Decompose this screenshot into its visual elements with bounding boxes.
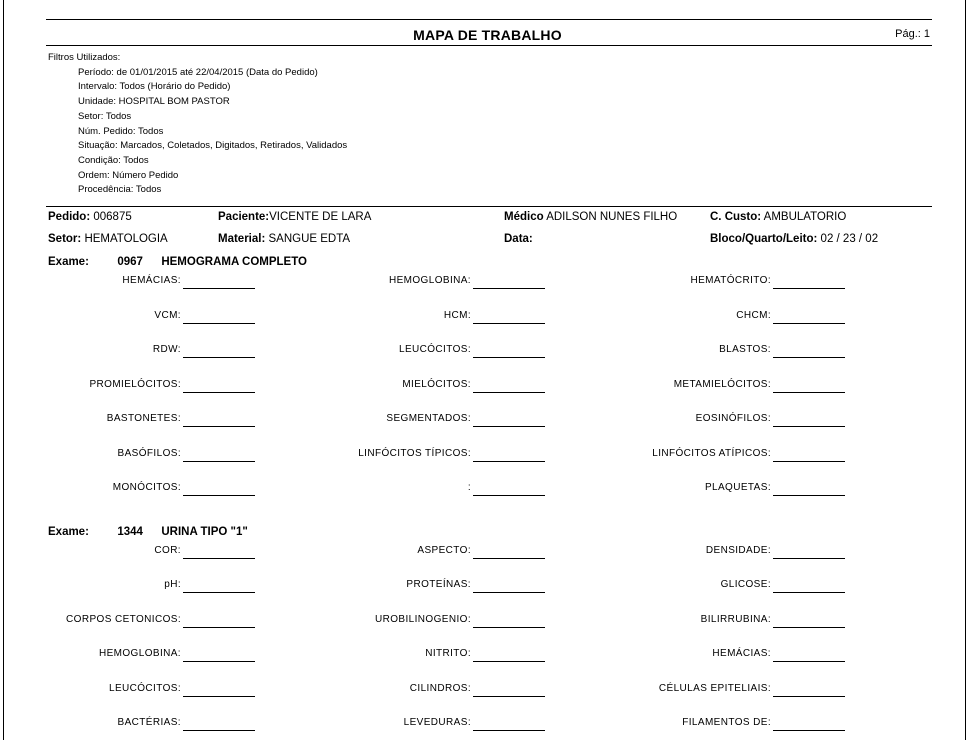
filter-row: Intervalo: Todos (Horário do Pedido) <box>78 81 231 93</box>
result-blank-line[interactable] <box>773 426 845 427</box>
result-blank-line[interactable] <box>773 558 845 559</box>
result-field-label: NITRITO: <box>425 648 471 659</box>
order-medico <box>504 211 677 223</box>
filter-row: Situação: Marcados, Coletados, Digitados, Retirados, Validados <box>78 140 348 152</box>
result-field-label: pH: <box>164 579 181 590</box>
result-field-label: SEGMENTADOS: <box>386 413 471 424</box>
exam-code: 0967 <box>117 256 143 268</box>
result-field-label: HEMÁCIAS: <box>712 648 771 659</box>
result-field-label: RDW: <box>152 344 181 355</box>
result-field-label: PLAQUETAS: <box>704 482 771 493</box>
result-field-label: LINFÓCITOS TÍPICOS: <box>358 448 471 459</box>
result-field-label: BACTÉRIAS: <box>117 717 181 728</box>
paciente-label: Paciente: <box>218 211 270 223</box>
result-field-label: CILINDROS: <box>409 683 471 694</box>
data-label: Data: <box>504 233 533 245</box>
page-right-edge <box>965 0 966 740</box>
order-bloco <box>710 233 878 245</box>
filters-block <box>48 51 347 198</box>
result-field-label: BASTONETES: <box>106 413 181 424</box>
result-field-label: GLICOSE: <box>720 579 771 590</box>
custo-value: AMBULATORIO <box>763 211 847 223</box>
result-field-label: BASÓFILOS: <box>117 448 181 459</box>
paciente-value: VICENTE DE LARA <box>269 211 372 223</box>
filter-row: Ordem: Número Pedido <box>78 169 179 181</box>
exam-header <box>48 526 248 538</box>
order-setor <box>48 233 168 245</box>
result-blank-line[interactable] <box>773 661 845 662</box>
medico-label: Médico <box>504 211 544 223</box>
result-field-label: EOSINÓFILOS: <box>695 413 771 424</box>
result-field-label: : <box>467 482 471 493</box>
result-field[interactable] <box>445 482 845 496</box>
result-field-label: HEMOGLOBINA: <box>388 275 471 286</box>
result-field[interactable] <box>445 614 845 628</box>
result-field-label: UROBILINOGENIO: <box>374 614 471 625</box>
order-paciente <box>218 211 371 223</box>
result-field[interactable] <box>445 579 845 593</box>
bloco-value: 02 / 23 / 02 <box>820 233 879 245</box>
filter-row: Núm. Pedido: Todos <box>78 125 164 137</box>
result-field-label: HEMATÓCRITO: <box>690 275 771 286</box>
page-left-edge <box>3 0 4 740</box>
result-field[interactable] <box>445 717 845 731</box>
exam-label: Exame: <box>48 256 89 268</box>
filters-rule <box>46 206 932 207</box>
filters-heading: Filtros Utilizados: <box>48 52 121 63</box>
result-field-label: CORPOS CETONICOS: <box>66 614 181 625</box>
result-field-label: LINFÓCITOS ATÍPICOS: <box>652 448 771 459</box>
title-rule <box>46 45 932 46</box>
pedido-value: 006875 <box>93 211 132 223</box>
result-field-label: VCM: <box>154 310 181 321</box>
result-field[interactable] <box>445 648 845 662</box>
order-pedido <box>48 211 132 223</box>
result-field[interactable] <box>445 379 845 393</box>
setor-label: Setor: <box>48 233 82 245</box>
result-blank-line[interactable] <box>773 495 845 496</box>
result-field-label: PROTEÍNAS: <box>406 579 471 590</box>
result-field-label: FILAMENTOS DE: <box>682 717 771 728</box>
result-field-label: MIELÓCITOS: <box>402 379 471 390</box>
filter-row: Período: de 01/01/2015 até 22/04/2015 (Data do Pedido) <box>78 66 318 78</box>
result-blank-line[interactable] <box>773 592 845 593</box>
exam-label: Exame: <box>48 526 89 538</box>
exam-name: HEMOGRAMA COMPLETO <box>161 256 307 268</box>
result-field[interactable] <box>445 275 845 289</box>
result-field-label: MONÓCITOS: <box>112 482 181 493</box>
result-blank-line[interactable] <box>773 392 845 393</box>
order-data <box>504 233 533 245</box>
result-field-label: PROMIELÓCITOS: <box>89 379 181 390</box>
report-title: MAPA DE TRABALHO <box>413 27 562 43</box>
result-field-label: LEUCÓCITOS: <box>398 344 471 355</box>
result-field-label: HEMÁCIAS: <box>122 275 181 286</box>
order-material <box>218 233 350 245</box>
exam-code: 1344 <box>117 526 143 538</box>
result-blank-line[interactable] <box>773 288 845 289</box>
result-field[interactable] <box>445 683 845 697</box>
result-blank-line[interactable] <box>773 730 845 731</box>
page-number: Pág.: 1 <box>895 28 930 40</box>
result-field-label: BILIRRUBINA: <box>700 614 771 625</box>
result-blank-line[interactable] <box>773 323 845 324</box>
result-field-label: ASPECTO: <box>417 545 471 556</box>
result-field-label: DENSIDADE: <box>705 545 771 556</box>
result-blank-line[interactable] <box>773 461 845 462</box>
medico-value: ADILSON NUNES FILHO <box>546 211 678 223</box>
order-custo <box>710 211 846 223</box>
filter-row: Procedência: Todos <box>78 184 162 196</box>
top-rule <box>46 19 932 20</box>
result-field[interactable] <box>445 448 845 462</box>
result-blank-line[interactable] <box>773 696 845 697</box>
result-blank-line[interactable] <box>773 627 845 628</box>
exam-header <box>48 256 307 268</box>
result-field-label: HCM: <box>443 310 471 321</box>
setor-value: HEMATOLOGIA <box>84 233 168 245</box>
custo-label: C. Custo: <box>710 211 762 223</box>
filter-row: Unidade: HOSPITAL BOM PASTOR <box>78 96 230 108</box>
result-field-label: METAMIELÓCITOS: <box>673 379 771 390</box>
result-field-label: HEMOGLOBINA: <box>98 648 181 659</box>
filter-row: Setor: Todos <box>78 110 132 122</box>
result-field-label: CÉLULAS EPITELIAIS: <box>658 683 771 694</box>
result-field-label: BLASTOS: <box>719 344 771 355</box>
exam-name: URINA TIPO "1" <box>161 526 248 538</box>
material-value: SANGUE EDTA <box>268 233 351 245</box>
result-field[interactable] <box>445 344 845 358</box>
result-field-label: COR: <box>154 545 181 556</box>
material-label: Material: <box>218 233 266 245</box>
result-field-label: LEVEDURAS: <box>403 717 471 728</box>
result-field[interactable] <box>445 413 845 427</box>
result-field[interactable] <box>445 310 845 324</box>
result-field[interactable] <box>445 545 845 559</box>
filter-row: Condição: Todos <box>78 154 149 166</box>
pedido-label: Pedido: <box>48 211 91 223</box>
result-field-label: CHCM: <box>736 310 771 321</box>
bloco-label: Bloco/Quarto/Leito: <box>710 233 818 245</box>
result-blank-line[interactable] <box>773 357 845 358</box>
result-field-label: LEUCÓCITOS: <box>108 683 181 694</box>
